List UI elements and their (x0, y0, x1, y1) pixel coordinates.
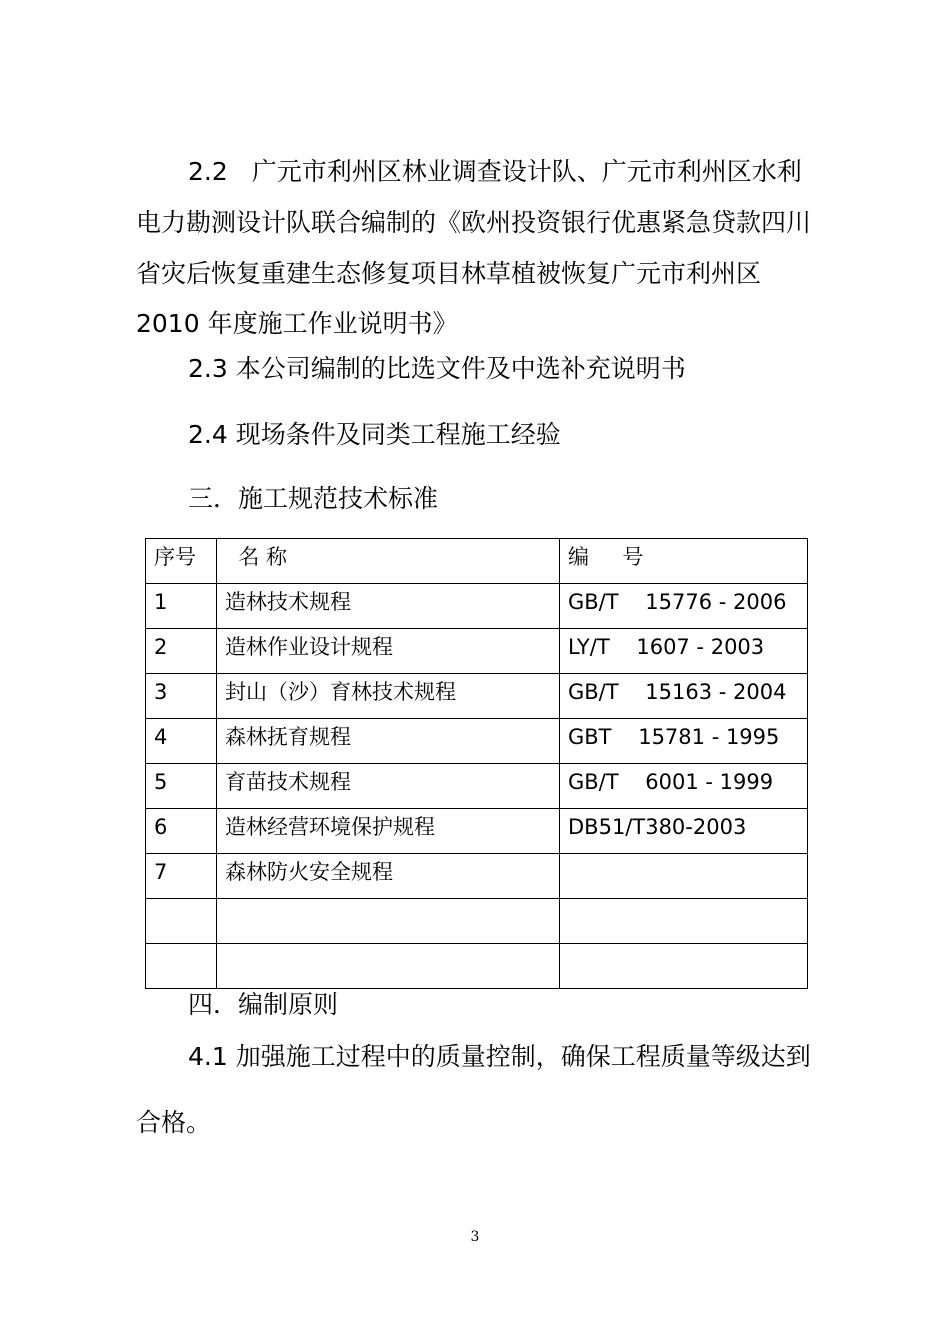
row-index: 4 (146, 719, 217, 764)
section-3-heading: 三．施工规范技术标准 (188, 484, 439, 513)
row-code: GB/T 15163 - 2004 (560, 674, 808, 719)
table-row-empty (146, 944, 808, 989)
row-name: 造林技术规程 (217, 584, 560, 629)
row-name (217, 944, 560, 989)
paragraph-2-4: 2.4 现场条件及同类工程施工经验 (188, 420, 561, 449)
paragraph-2-2-line-4: 2010 年度施工作业说明书》 (136, 309, 458, 338)
row-name (217, 899, 560, 944)
row-index: 2 (146, 629, 217, 674)
header-code: 编 号 (560, 539, 808, 584)
row-code (560, 854, 808, 899)
paragraph-2-2-number: 2.2 (188, 157, 228, 186)
row-index: 3 (146, 674, 217, 719)
table-row (146, 584, 808, 629)
row-code: LY/T 1607 - 2003 (560, 629, 808, 674)
table-row (146, 854, 808, 899)
header-name: 名 称 (217, 539, 560, 584)
row-index: 6 (146, 809, 217, 854)
paragraph-2-2-line-3: 省灾后恢复重建生态修复项目林草植被恢复广元市利州区 (136, 259, 762, 288)
table-row (146, 809, 808, 854)
row-code: GBT 15781 - 1995 (560, 719, 808, 764)
row-name: 造林经营环境保护规程 (217, 809, 560, 854)
standards-table (145, 538, 808, 989)
row-code: DB51/T380-2003 (560, 809, 808, 854)
row-name: 森林抚育规程 (217, 719, 560, 764)
paragraph-2-3: 2.3 本公司编制的比选文件及中选补充说明书 (188, 354, 686, 383)
row-index: 5 (146, 764, 217, 809)
header-index: 序号 (146, 539, 217, 584)
table-row (146, 764, 808, 809)
row-index: 1 (146, 584, 217, 629)
row-index (146, 899, 217, 944)
table-header-row (146, 539, 808, 584)
paragraph-4-1-line-2: 合格。 (136, 1108, 212, 1137)
row-code: GB/T 15776 - 2006 (560, 584, 808, 629)
table-row (146, 719, 808, 764)
row-code (560, 944, 808, 989)
paragraph-4-1-line-1: 4.1 加强施工过程中的质量控制，确保工程质量等级达到 (188, 1042, 811, 1071)
row-code (560, 899, 808, 944)
row-index: 7 (146, 854, 217, 899)
paragraph-2-2-line-2: 电力勘测设计队联合编制的《欧州投资银行优惠紧急贷款四川 (136, 208, 812, 237)
table-row (146, 629, 808, 674)
row-name: 造林作业设计规程 (217, 629, 560, 674)
row-name: 育苗技术规程 (217, 764, 560, 809)
section-4-heading: 四．编制原则 (188, 990, 339, 1019)
table-row (146, 674, 808, 719)
row-index (146, 944, 217, 989)
row-name: 封山（沙）育林技术规程 (217, 674, 560, 719)
paragraph-2-2-text: 广元市利州区林业调查设计队、广元市利州区水利 (251, 157, 802, 186)
paragraph-2-2-line-1 (188, 155, 802, 189)
row-code: GB/T 6001 - 1999 (560, 764, 808, 809)
page-number: 3 (470, 1229, 480, 1245)
row-name: 森林防火安全规程 (217, 854, 560, 899)
table-row-empty (146, 899, 808, 944)
